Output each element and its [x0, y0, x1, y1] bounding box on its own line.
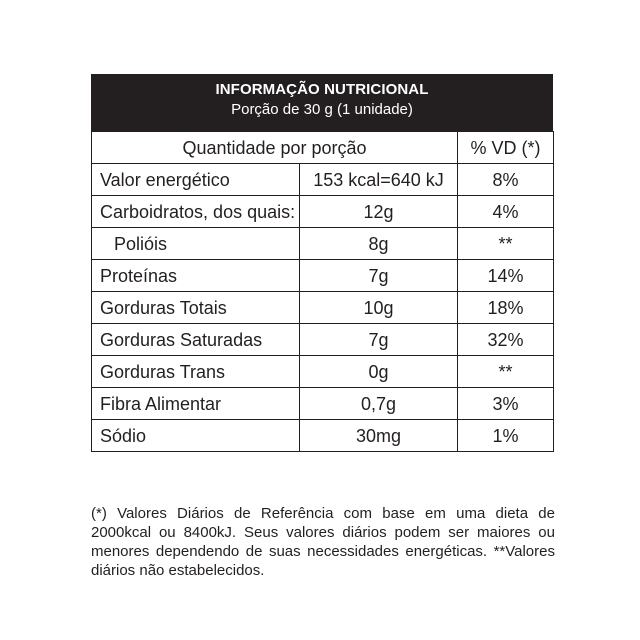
- nutrient-daily-value: 4%: [458, 196, 554, 228]
- nutrient-daily-value: **: [458, 356, 554, 388]
- nutrition-title: INFORMAÇÃO NUTRICIONAL: [215, 81, 429, 98]
- table-row: [92, 164, 554, 196]
- quantity-per-serving-header: Quantidade por porção: [92, 132, 458, 164]
- nutrition-table: [91, 131, 554, 452]
- table-row: [92, 260, 554, 292]
- table-row: [92, 356, 554, 388]
- table-row: [92, 292, 554, 324]
- nutrient-amount: 153 kcal=640 kJ: [300, 164, 458, 196]
- nutrient-name: Proteínas: [92, 260, 300, 292]
- table-row: [92, 228, 554, 260]
- nutrient-amount: 30mg: [300, 420, 458, 452]
- table-row: [92, 388, 554, 420]
- nutrient-name: Valor energético: [92, 164, 300, 196]
- nutrient-name: Carboidratos, dos quais:: [92, 196, 300, 228]
- table-header-row: [92, 132, 554, 164]
- nutrient-name: Gorduras Trans: [92, 356, 300, 388]
- nutrient-amount: 0g: [300, 356, 458, 388]
- nutrient-name: Polióis: [92, 228, 300, 260]
- footnote: (*) Valores Diários de Referência com base em uma dieta de 2000kcal ou 8400kJ. Seus valores diários podem ser maiores ou menores dependendo de suas necessidades energéticas. **Valores diários não estabelecidos.: [91, 505, 555, 579]
- nutrient-daily-value: 1%: [458, 420, 554, 452]
- nutrient-amount: 0,7g: [300, 388, 458, 420]
- nutrient-daily-value: 32%: [458, 324, 554, 356]
- table-row: [92, 196, 554, 228]
- nutrient-name: Gorduras Saturadas: [92, 324, 300, 356]
- nutrient-daily-value: 18%: [458, 292, 554, 324]
- table-row: [92, 420, 554, 452]
- nutrient-amount: 7g: [300, 324, 458, 356]
- nutrient-amount: 7g: [300, 260, 458, 292]
- nutrient-daily-value: 8%: [458, 164, 554, 196]
- nutrition-header: [91, 74, 553, 131]
- nutrient-amount: 8g: [300, 228, 458, 260]
- table-row: [92, 324, 554, 356]
- daily-value-header: % VD (*): [458, 132, 554, 164]
- nutrient-name: Sódio: [92, 420, 300, 452]
- nutrition-facts-panel: [91, 74, 553, 452]
- nutrient-amount: 10g: [300, 292, 458, 324]
- nutrient-daily-value: 14%: [458, 260, 554, 292]
- nutrient-name: Gorduras Totais: [92, 292, 300, 324]
- nutrient-daily-value: **: [458, 228, 554, 260]
- nutrient-amount: 12g: [300, 196, 458, 228]
- serving-size: Porção de 30 g (1 unidade): [231, 101, 413, 118]
- nutrient-name: Fibra Alimentar: [92, 388, 300, 420]
- nutrient-daily-value: 3%: [458, 388, 554, 420]
